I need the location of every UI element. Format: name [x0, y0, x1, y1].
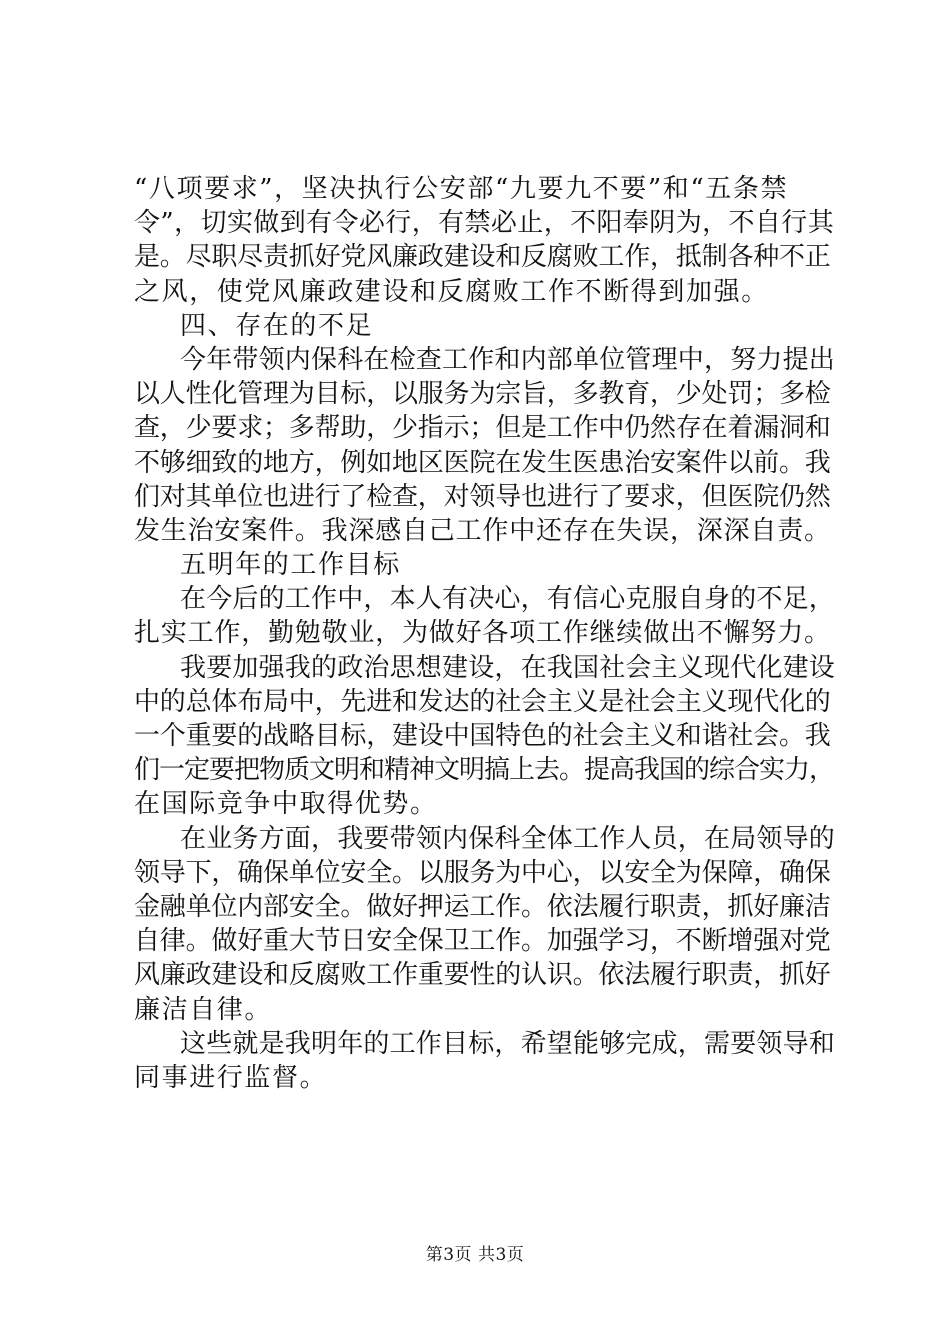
text-line: 在业务方面，我要带领内保科全体工作人员，在局领导的 [180, 823, 836, 854]
text-line: 在国际竞争中取得优势。 [134, 789, 438, 820]
text-line: 们对其单位也进行了检查，对领导也进行了要求，但医院仍然 [134, 481, 831, 512]
text-line: 廉洁自律。 [134, 994, 273, 1025]
text-line: 以人性化管理为目标，以服务为宗旨，多教育，少处罚；多检 [134, 379, 831, 410]
text-line: 扎实工作，勤勉敬业，为做好各项工作继续做出不懈努力。 [134, 618, 831, 649]
text-line: 令”，切实做到有令必行，有禁必止，不阳奉阴为，不自行其 [134, 208, 835, 239]
document-body [134, 172, 834, 1095]
text-line: 我要加强我的政治思想建设，在我国社会主义现代化建设 [180, 652, 836, 683]
section-heading: 四、存在的不足 [180, 310, 374, 341]
text-line: 是。尽职尽责抓好党风廉政建设和反腐败工作，抵制各种不正 [134, 242, 831, 273]
text-line: 查，少要求；多帮助，少指示；但是工作中仍然存在着漏洞和 [134, 413, 831, 444]
text-line: 在今后的工作中，本人有决心，有信心克服自身的不足， [180, 584, 836, 615]
text-line: 金融单位内部安全。做好押运工作。依法履行职责，抓好廉洁 [134, 891, 831, 922]
text-line: 今年带领内保科在检查工作和内部单位管理中，努力提出 [180, 344, 836, 375]
text-line: 领导下，确保单位安全。以服务为中心，以安全为保障，确保 [134, 857, 831, 888]
text-line: 五明年的工作目标 [180, 550, 401, 581]
text-line: 自律。做好重大节日安全保卫工作。加强学习，不断增强对党 [134, 926, 831, 957]
text-line: “八项要求”，坚决执行公安部“九要九不要”和“五条禁 [134, 174, 789, 204]
text-line: 中的总体布局中，先进和发达的社会主义是社会主义现代化的 [134, 686, 831, 717]
text-line: 们一定要把物质文明和精神文明搞上去。提高我国的综合实力， [134, 755, 835, 786]
text-line: 不够细致的地方，例如地区医院在发生医患治安案件以前。我 [134, 447, 831, 478]
text-line: 风廉政建设和反腐败工作重要性的认识。依法履行职责，抓好 [134, 960, 831, 991]
text-line: 同事进行监督。 [134, 1062, 328, 1093]
text-line: 之风，使党风廉政建设和反腐败工作不断得到加强。 [134, 276, 769, 307]
text-line: 一个重要的战略目标，建设中国特色的社会主义和谐社会。我 [134, 721, 831, 751]
page-footer: 第3页 共3页 [425, 1245, 525, 1265]
text-line: 发生治安案件。我深感自己工作中还存在失误，深深自责。 [134, 515, 831, 546]
text-line: 这些就是我明年的工作目标，希望能够完成，需要领导和 [180, 1028, 836, 1059]
